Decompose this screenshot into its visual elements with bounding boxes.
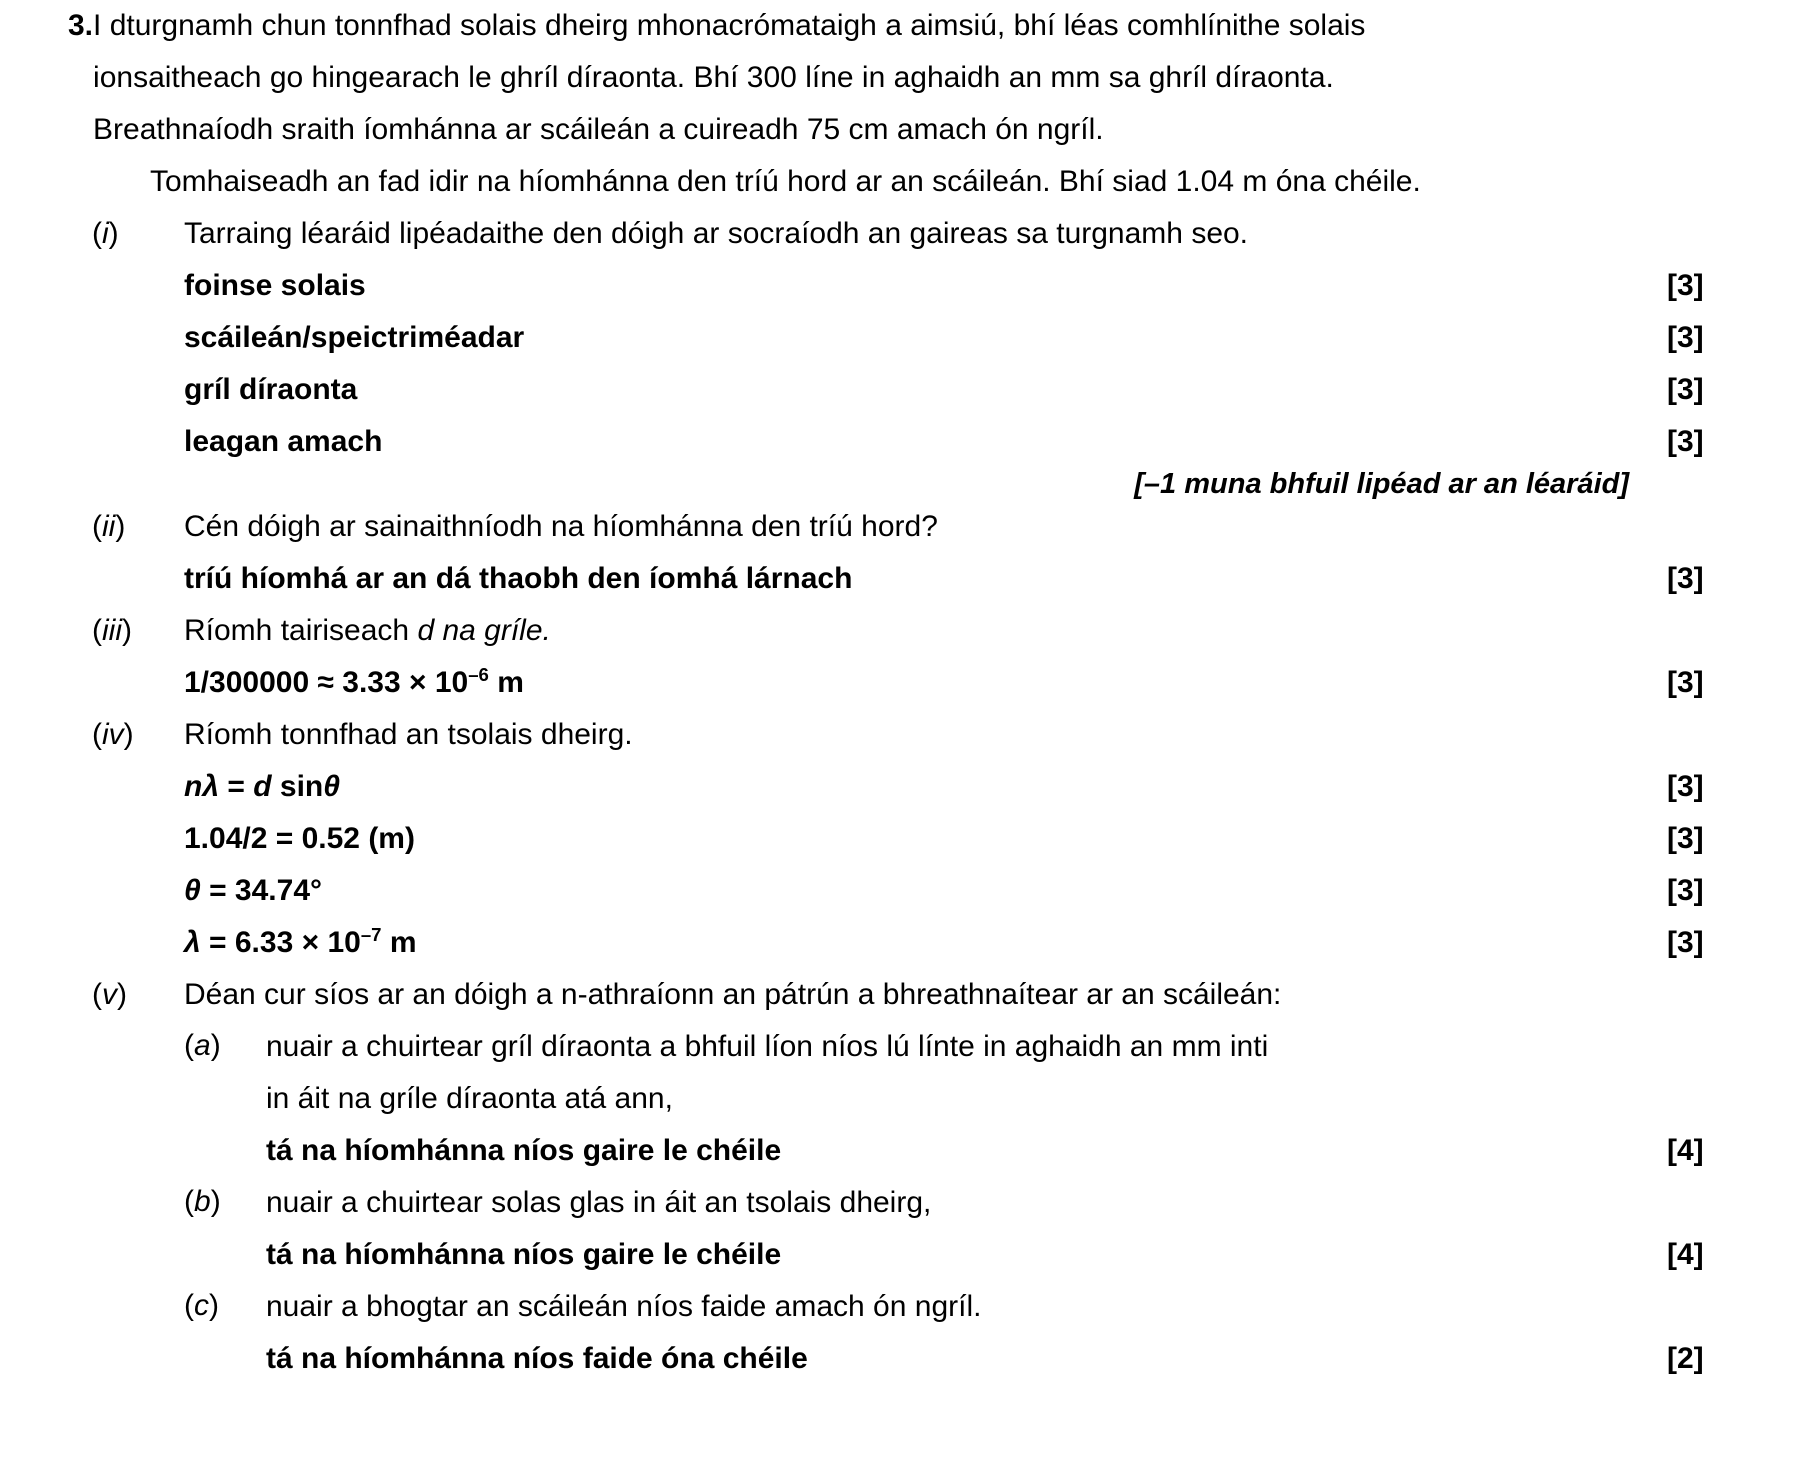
part-iii-prompt-variable: d [417, 614, 435, 647]
part-v-c-answer-row [0, 1333, 1819, 1385]
answer-text: tá na híomhánna níos gaire le chéile [266, 1134, 782, 1167]
answer-formula: $\lambda = 6.33 \times 10^{-7}$ m [184, 924, 417, 959]
marks-badge: [3] [1667, 822, 1704, 855]
part-v-b-answer-row [0, 1229, 1819, 1281]
part-v-b-prompt-row-1 [0, 1177, 1819, 1229]
part-i-footnote-row [0, 468, 1819, 501]
answer-text: gríl díraonta [184, 373, 358, 406]
part-v-a-prompt-row-2 [0, 1073, 1819, 1125]
part-iii-label: (iii) [92, 614, 132, 647]
part-iv-prompt-row [0, 709, 1819, 761]
answer-text: tá na híomhánna níos faide óna chéile [266, 1342, 808, 1375]
part-iii-prompt-pre: Ríomh tairiseach [184, 614, 418, 647]
part-v-a-answer-row [0, 1125, 1819, 1177]
part-iv-answer-row-2 [0, 813, 1819, 865]
question-stem-row [0, 0, 1819, 156]
answer-text: tríú híomhá ar an dá thaobh den íomhá lárnach [184, 562, 853, 595]
part-v-a-label: (a) [184, 1029, 221, 1062]
question-number: 3. [68, 9, 94, 42]
marks-badge: [3] [1667, 926, 1704, 959]
answer-text: leagan amach [184, 425, 383, 458]
part-iii-answer-row-1 [0, 657, 1819, 709]
part-v-b-prompt-line-1: nuair a chuirtear solas glas in áit an tsolais dheirg, [266, 1186, 932, 1219]
part-iv-answer-row-4 [0, 917, 1819, 969]
answer-text: tá na híomhánna níos gaire le chéile [266, 1238, 782, 1271]
part-ii-prompt-row [0, 501, 1819, 553]
part-v-label: (v) [92, 978, 127, 1011]
part-v-c-prompt-row-1 [0, 1281, 1819, 1333]
part-ii-prompt: Cén dóigh ar sainaithníodh na híomhánna den tríú hord? [184, 510, 938, 543]
marks-badge: [3] [1667, 269, 1704, 302]
answer-text: scáileán/speictriméadar [184, 321, 525, 354]
part-iv-prompt: Ríomh tonnfhad an tsolais dheirg. [184, 718, 633, 751]
part-ii-label: (ii) [92, 510, 126, 543]
marks-badge: [3] [1667, 874, 1704, 907]
marks-badge: [4] [1667, 1238, 1704, 1271]
part-iii-prompt-post: na gríle. [434, 614, 551, 647]
part-v-c-prompt-line-1: nuair a bhogtar an scáileán níos faide amach ón ngríl. [266, 1290, 982, 1323]
part-i-footnote: [–1 muna bhfuil lipéad ar an léaráid] [1134, 468, 1629, 500]
part-v-a-prompt-line-2: in áit na gríle díraonta atá ann, [266, 1082, 673, 1115]
marks-badge: [3] [1667, 770, 1704, 803]
part-v-a-prompt-line-1: nuair a chuirtear gríl díraonta a bhfuil líon níos lú línte in aghaidh an mm inti [266, 1030, 1269, 1063]
part-v-prompt-row [0, 969, 1819, 1021]
marks-badge: [3] [1667, 425, 1704, 458]
part-v-a-prompt-row-1 [0, 1021, 1819, 1073]
part-iv-answer-row-3 [0, 865, 1819, 917]
part-v-prompt: Déan cur síos ar an dóigh a n-athraíonn an pátrún a bhreathnaítear ar an scáileán: [184, 978, 1282, 1011]
part-ii-answer-row-1 [0, 553, 1819, 605]
answer-text: foinse solais [184, 269, 366, 302]
part-i-label: (i) [92, 217, 119, 250]
part-iv-answer-row-1 [0, 761, 1819, 813]
part-iii-prompt-row [0, 605, 1819, 657]
part-iii-prompt [184, 605, 1819, 657]
part-i-answer-row-2 [0, 312, 1819, 364]
question-stem-paragraph-2: Tomhaiseadh an fad idir na híomhánna den tríú hord ar an scáileán. Bhí siad 1.04 m óna chéile. [150, 165, 1421, 198]
answer-text: $1/300000 \approx 3.33 \times 10^{-6}$ m [184, 664, 524, 699]
part-i-answer-row-3 [0, 364, 1819, 416]
marks-badge: [3] [1667, 562, 1704, 595]
part-i-prompt: Tarraing léaráid lipéadaithe den dóigh ar socraíodh an gaireas sa turgnamh seo. [184, 217, 1249, 250]
part-i-prompt-row [0, 208, 1819, 260]
part-iv-label: (iv) [92, 718, 134, 751]
part-v-c-label: (c) [184, 1289, 219, 1322]
answer-formula: θ = 34.74° [184, 874, 322, 907]
part-i-answer-row-4 [0, 416, 1819, 468]
part-v-b-label: (b) [184, 1185, 221, 1218]
marks-badge: [3] [1667, 321, 1704, 354]
answer-formula: 1.04/2 = 0.52 (m) [184, 822, 415, 855]
marks-badge: [3] [1667, 373, 1704, 406]
part-i-answer-row-1 [0, 260, 1819, 312]
marks-badge: [2] [1667, 1342, 1704, 1375]
question-stem-paragraph-1: I dturgnamh chun tonnfhad solais dheirg mhonacrómataigh a aimsiú, bhí léas comhlínithe solais ionsaitheach go hingearach le ghríl díraonta. Bhí 300 líne in aghaidh an mm sa ghríl díraonta. Breathnaíodh sraith íomhánna ar scáileán a cuireadh 75 cm amach ón ngríl. [93, 9, 1366, 146]
marks-badge: [4] [1667, 1134, 1704, 1167]
marks-badge: [3] [1667, 666, 1704, 699]
answer-formula: nλ = d sinθ [184, 770, 340, 803]
